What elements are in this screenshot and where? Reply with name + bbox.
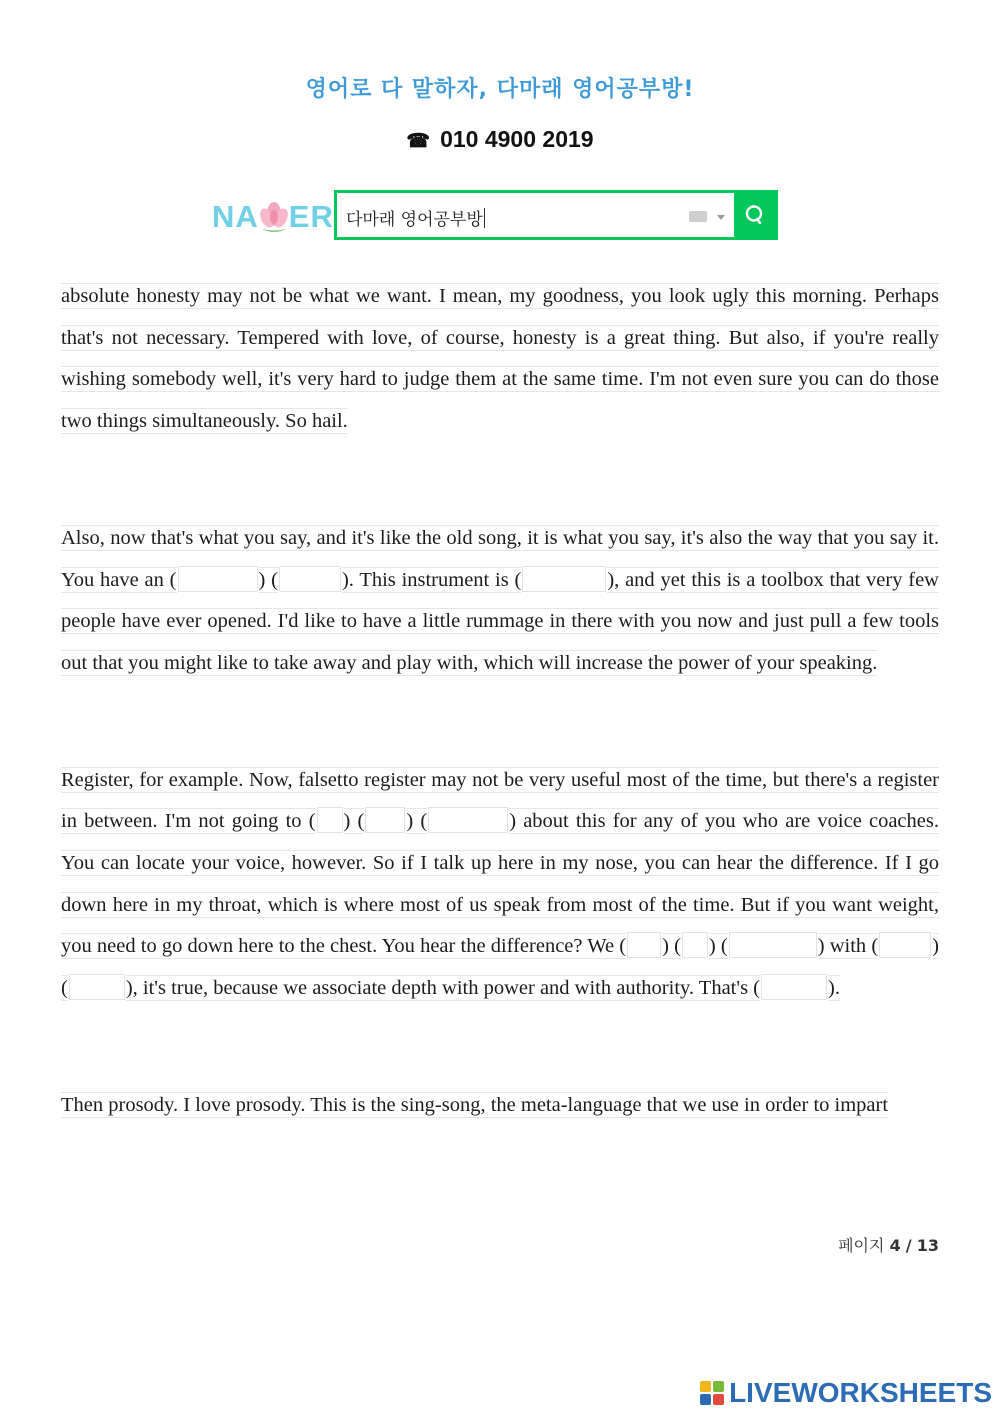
worksheet-text — [61, 276, 939, 1202]
answer-blank-input[interactable] — [178, 566, 258, 592]
naver-logo-right: ER — [288, 199, 334, 234]
naver-logo-left: NA — [212, 199, 259, 234]
liveworksheets-mark-icon — [699, 1380, 725, 1406]
paragraph-1 — [61, 276, 939, 443]
paragraph-text: ) ( — [343, 810, 365, 833]
paragraph-text: ). — [828, 977, 840, 1000]
phone-number: 010 4900 2019 — [440, 126, 594, 152]
page-indicator — [838, 1233, 939, 1256]
answer-blank-input[interactable] — [682, 932, 708, 958]
paragraph-text: absolute honesty may not be what we want. I mean, my goodness, you look ugly this morning. Perhaps that's not necessary. Tempered with love, of course, honesty is a great thing. But also, if you're really wishing somebody well, it's very hard to judge them at the same time. I'm not even sure you can do those two things simultaneously. So hail. — [61, 285, 939, 433]
paragraph-text: ) ( — [406, 810, 428, 833]
paragraph-text: ), it's true, because we associate depth with power and with authority. That's ( — [125, 977, 760, 1000]
paragraph-text: Then prosody. I love prosody. This is the sing-song, the meta-language that we use in order to impart — [61, 1093, 889, 1116]
page-current: 4 — [889, 1236, 901, 1255]
paragraph-text: ) about this for any of you who are voice coaches. You can locate your voice, however. So if I talk up here in my nose, you can hear the difference. If I go down here in my throat, which is where most of us speak from most of the time. But if you want weight, you need to go down here to the chest. You hear the difference? We ( — [61, 810, 939, 958]
paragraph-3 — [61, 760, 939, 1010]
chevron-down-icon[interactable] — [717, 215, 725, 220]
paragraph-text: Also, now that's what you say, and it's like the old song, it is what you say, it's also the way that you say it. You have an ( — [61, 526, 939, 591]
answer-blank-input[interactable] — [729, 932, 817, 958]
paragraph-text: ) ( — [708, 935, 728, 958]
answer-blank-input[interactable] — [428, 807, 508, 833]
liveworksheets-wordmark: LIVEWORKSHEETS — [729, 1377, 992, 1408]
paragraph-text: Register, for example. Now, falsetto register may not be very useful most of the time, but there's a register in between. I'm not going to ( — [61, 768, 939, 833]
search-box[interactable] — [334, 190, 778, 240]
answer-blank-input[interactable] — [365, 807, 405, 833]
lotus-flower-icon — [258, 199, 290, 235]
paragraph-text: ) ( — [258, 568, 278, 591]
liveworksheets-logo — [699, 1378, 992, 1408]
header-title: 영어로 다 말하자, 다마래 영어공부방! — [305, 77, 695, 102]
paragraph-text: ), and yet this is a toolbox that very few people have ever opened. I'd like to have a little rummage in there with you now and just pull a few tools out that you might like to take away and play with, which will increase the power of your speaking. — [61, 568, 939, 674]
page-separator: / — [905, 1236, 912, 1255]
search-icon — [744, 204, 766, 226]
answer-blank-input[interactable] — [761, 974, 827, 1000]
answer-blank-input[interactable] — [522, 566, 606, 592]
paragraph-text: ) with ( — [817, 935, 879, 958]
page-label: 페이지 — [838, 1236, 885, 1255]
search-banner — [212, 190, 782, 244]
page-total: 13 — [916, 1236, 939, 1255]
search-input[interactable]: 다마래 영어공부방 — [346, 210, 483, 230]
header-phone — [0, 126, 1000, 153]
paragraph-text: ) ( — [61, 935, 939, 1000]
paragraph-text: ) ( — [662, 935, 681, 958]
answer-blank-input[interactable] — [69, 974, 125, 1000]
phone-icon: ☎ — [406, 131, 431, 152]
keyboard-icon[interactable] — [689, 211, 707, 222]
paragraph-text: ). This instrument is ( — [341, 568, 522, 591]
search-button[interactable] — [734, 193, 775, 237]
answer-blank-input[interactable] — [879, 932, 931, 958]
paragraph-2 — [61, 518, 939, 685]
answer-blank-input[interactable] — [627, 932, 661, 958]
paragraph-4 — [61, 1085, 939, 1127]
answer-blank-input[interactable] — [317, 807, 343, 833]
naver-logo — [212, 199, 334, 235]
answer-blank-input[interactable] — [279, 566, 341, 592]
